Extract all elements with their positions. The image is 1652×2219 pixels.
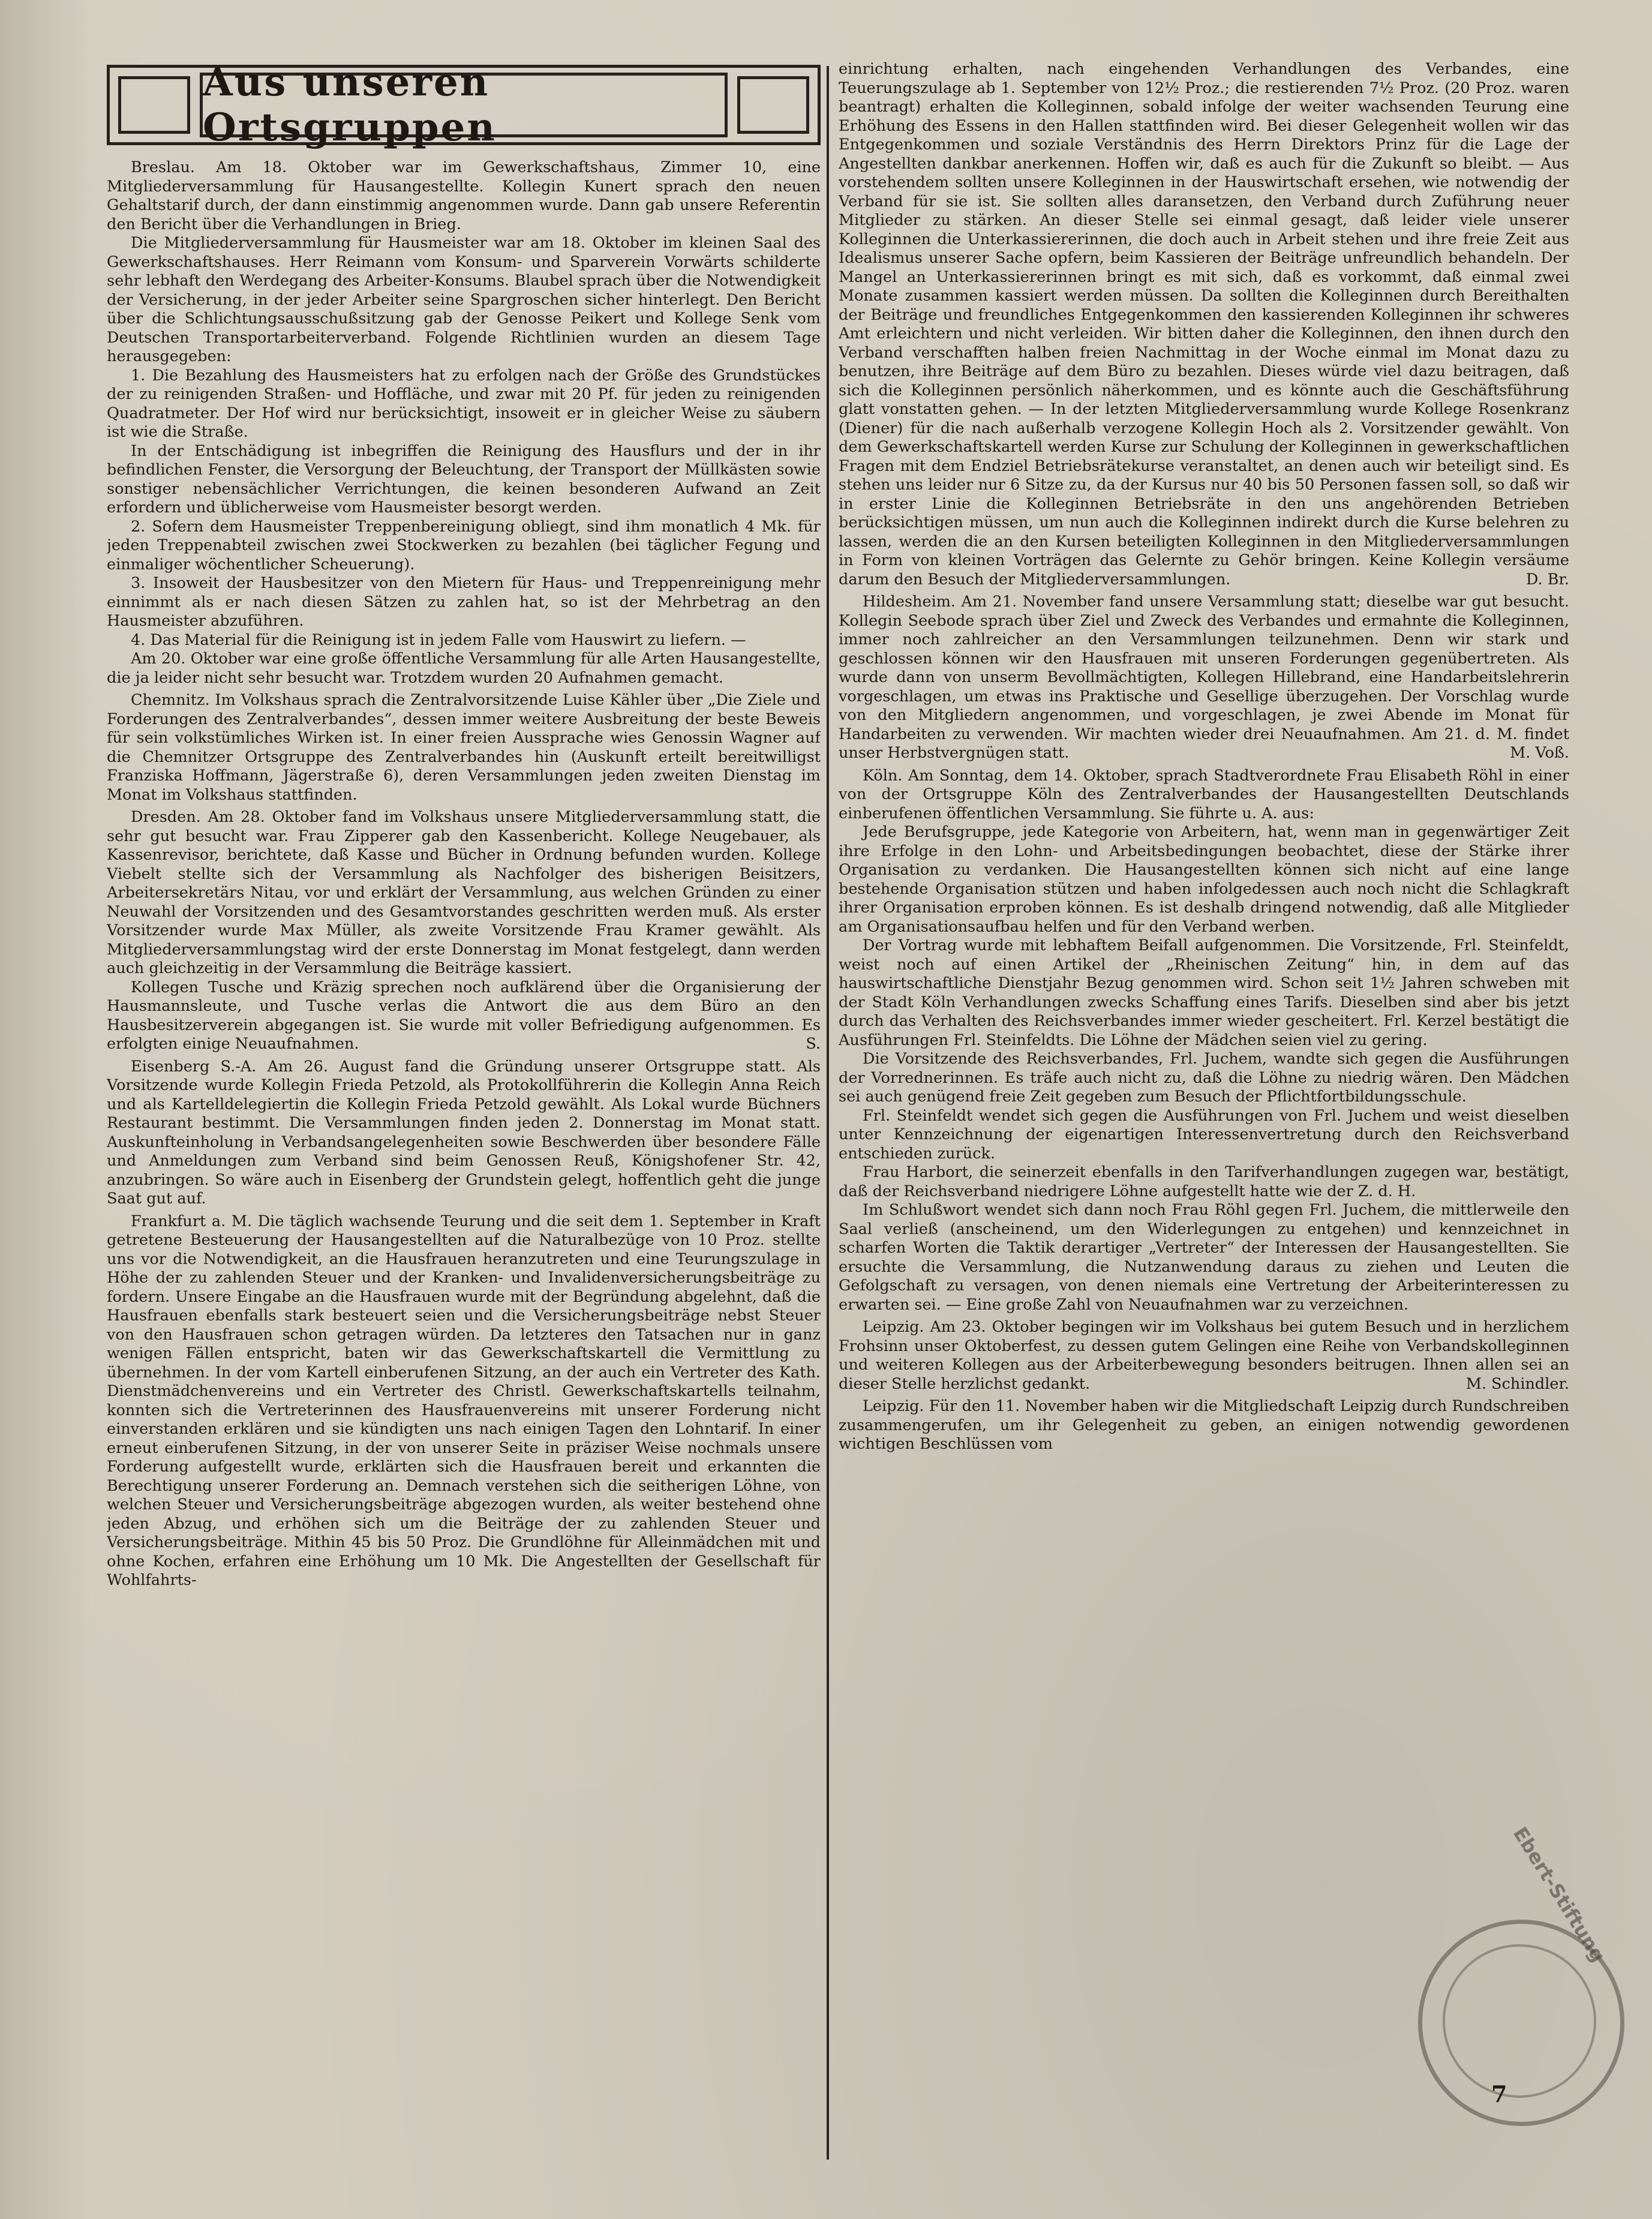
dresden-paragraph: Dresden. Am 28. Oktober fand im Volkshaus unsere Mitgliederversammlung statt, die sehr gut besucht war. Frau Zipperer gab den Kassenbericht. Kollege Neugebauer, als Kassenrevisor, berichtete, daß Kasse und Bücher in Ordnung befunden wurden. Kollege Viebelt stellte sich der Versammlung als Nachfolger des bisherigen Beisitzers, Arbeitersekretärs Nitau, vor und erklärt der Versammlung, aus welchen Gründen zu einer Neuwahl der Vorsitzenden und des Gesamtvorstandes geschritten werden muß. Als erster Vorsitzender wurde Max Müller, als zweite Vorsitzende Frau Kramer gewählt. Als Mitgliederversammlungstag wird der erste Donnerstag im Monat festgelegt, dann werden auch gleichzeitig in der Versammlung die Beiträge kassiert. (107, 808, 821, 977)
header-ornament-left (118, 76, 190, 134)
header-title-frame (200, 65, 728, 150)
report-leipzig-november: Leipzig. Für den 11. November haben wir die Mitgliedschaft Leipzig durch Rundschreiben zusammengerufen, um ihr Gelegenheit zu geben, an einigen notwendig gewordenen wichtigen Beschlüssen vom (839, 1397, 1569, 1453)
stamp-text: Ebert-Stiftung (1508, 1822, 1610, 1966)
frankfurt-continued (839, 60, 1569, 589)
breslau-paragraph: Breslau. Am 18. Oktober war im Gewerkschaftshaus, Zimmer 10, eine Mitgliederversammlung für Hausangestellte. Kollegin Kunert sprach den neuen Gehaltstarif durch, der dann einstimmig angenommen wurde. Dann gab unsere Referentin den Bericht über die Verhandlungen in Brieg. (107, 158, 821, 233)
breslau-paragraph: 1. Die Bezahlung des Hausmeisters hat zu erfolgen nach der Größe des Grundstückes der zu reinigenden Straßen- und Hoffläche, und zwar mit 20 Pf. für jeden zu reinigenden Quadratmeter. Der Hof wird nur berücksichtigt, insoweit er in gleicher Weise zu säubern ist wie die Straße. (107, 366, 821, 441)
page-number: 7 (1491, 2080, 1507, 2107)
breslau-paragraph: Am 20. Oktober war eine große öffentliche Versammlung für alle Arten Hausangestellte, die ja leider nicht sehr besucht war. Trotzdem wurden 20 Aufnahmen gemacht. (107, 650, 821, 687)
header-ornament-right (737, 76, 809, 134)
report-dresden (107, 808, 821, 1054)
report-hildesheim (839, 593, 1569, 763)
breslau-paragraph: Die Mitgliederversammlung für Hausmeister war am 18. Oktober im kleinen Saal des Gewerkschaftshauses. Herr Reimann vom Konsum- und Sparverein Vorwärts schilderte sehr lebhaft den Werdegang des Arbeiter-Konsums. Blaubel sprach über die Notwendigkeit der Versicherung, in der jeder Arbeiter seine Spargroschen sicher hinterlegt. Den Bericht über die Schlichtungsausschußsitzung gab der Genosse Peikert und Kollege Senk vom Deutschen Transportarbeiterverband. Folgende Richtlinien wurden an diesem Tage herausgegeben: (107, 234, 821, 365)
leipzig-oktoberfest-text: Leipzig. Am 23. Oktober begingen wir im Volkshaus bei gutem Besuch und in herzlichem Frohsinn unser Oktoberfest, zu dessen gutem Gelingen eine Reihe von Verbandskolleginnen und weiteren Kollegen aus der Arbeiterbewegung besonders beitrugen. Ihnen allen sei an dieser Stelle herzlichst gedankt. (839, 1318, 1569, 1393)
koeln-paragraph: Frl. Steinfeldt wendet sich gegen die Ausführungen von Frl. Juchem und weist dieselben unter Kennzeichnung der eigenartigen Interessenvertretung durch den Reichsverband entschieden zurück. (839, 1106, 1569, 1163)
dresden-signature: S. (806, 1035, 821, 1053)
koeln-paragraph: Im Schlußwort wendet sich dann noch Frau Röhl gegen Frl. Juchem, die mittlerweile den Saal verließ (anscheinend, um den Widerlegungen zu entgehen) und kennzeichnet in scharfen Worten die Taktik derartiger „Vertreter“ der Interessen der Hausangestellten. Sie ersuchte die Versammlung, die Nutzanwendung daraus zu ziehen und Leuten die Gefolgschaft zu versagen, von denen niemals eine Vertretung der Arbeiterinteressen zu erwarten sei. — Eine große Zahl von Neuaufnahmen war zu verzeichnen. (839, 1201, 1569, 1314)
left-column (107, 65, 821, 2164)
dresden-paragraph (107, 978, 821, 1054)
frankfurt-signature: D. Br. (1526, 570, 1569, 588)
section-header (107, 65, 821, 150)
page-edge-shadow (0, 0, 90, 2219)
leipzig-signature: M. Schindler. (1465, 1374, 1569, 1393)
report-chemnitz: Chemnitz. Im Volkshaus sprach die Zentralvorsitzende Luise Kähler über „Die Ziele und Forderungen des Zentralverbandes“, dessen immer weitere Ausbreitung der beste Beweis für sein volkstümliches Wirken ist. In einer freien Aussprache wies Genossin Wagner auf die Chemnitzer Ortsgruppe des Zentralverbandes hin (Auskunft erteilt bereitwilligst Franziska Hoffmann, Jägerstraße 6), deren Versammlungen jeden zweiten Dienstag im Monat im Volkshaus stattfinden. (107, 691, 821, 804)
column-rule (827, 66, 829, 2160)
frankfurt-continued-text: einrichtung erhalten, nach eingehenden Verhandlungen des Verbandes, eine Teuerungszulage ab 1. September von 12½ Proz.; die restierenden 7½ Proz. (20 Proz. waren beantragt) erhalten die Kolleginnen, sobald infolge der weiter wachsenden Teurung eine Erhöhung des Essens in den Hallen stattfinden wird. Bei dieser Gelegenheit wollen wir das Entgegenkommen und soziale Verständnis des Herrn Direktors Prinz für die Lage der Angestellten dankbar anerkennen. Hoffen wir, daß es auch für die Zukunft so bleibt. — Aus vorstehendem sollten unsere Kolleginnen in der Hauswirtschaft ersehen, wie notwendig der Verband für sie ist. Sie sollten alles daransetzen, den Verband durch Zuführung neuer Mitglieder zu stärken. An dieser Stelle sei einmal gesagt, daß leider viele unserer Kolleginnen die Unterkassiererinnen, die doch auch in Arbeit stehen und ihre freie Zeit aus Idealismus unserer Sache opfern, beim Kassieren der Beiträge unfreundlich behandeln. Der Mangel an Unterkassiererinnen bringt es mit sich, daß es vorkommt, daß einmal zwei Monate zusammen kassiert werden müssen. Da sollten die Kolleginnen durch Bereithalten der Beiträge und freundliches Entgegenkommen den kassierenden Kolleginnen ihr schweres Amt erleichtern und nicht verleiden. Wir bitten daher die Kolleginnen, den ihnen durch den Verband verschafften halben freien Nachmittag in der Woche einmal im Monat dazu zu benutzen, ihre Beiträge auf dem Büro zu bezahlen. Dieses würde viel dazu beitragen, daß sich die Kolleginnen persönlich näherkommen, und es könnte auch die Geschäftsführung glatt vonstatten gehen. — In der letzten Mitgliederversammlung wurde Kollege Rosenkranz (Diener) für die nach außerhalb verzogene Kollegin Hoch als 2. Vorsitzender gewählt. Von dem Gewerkschaftskartell werden Kurse zur Schulung der Kolleginnen in gewerkschaftlichen Fragen mit dem Endziel Betriebsrätekurse veranstaltet, an denen auch wir beteiligt sind. Es stehen uns leider nur 6 Sitze zu, da der Kursus nur 40 bis 50 Personen fassen soll, so daß wir in erster Linie die Kolleginnen Betriebsräte in den uns angehörenden Betrieben berücksichtigen müssen, um nun auch die Kolleginnen indirekt durch die Kurse belehren zu lassen, werden die an den Kursen beteiligten Kolleginnen in den Mitgliederversammlungen in Form von kleinen Vorträgen das Gelernte zu Gehör bringen. Keine Kollegin versäume darum den Besuch der Mitgliederversammlungen. (839, 60, 1569, 588)
section-title: Aus unseren Ortsgruppen (203, 65, 497, 150)
report-frankfurt: Frankfurt a. M. Die täglich wachsende Teurung und die seit dem 1. September in Kraft getretene Besteuerung der Hausangestellten auf die Naturalbezüge von 10 Proz. stellte uns vor die Notwendigkeit, an die Hausfrauen heranzutreten und eine Teurungszulage in Höhe der zu zahlenden Steuer und der Kranken- und Invalidenversicherungsbeiträge zu fordern. Unsere Eingabe an die Hausfrauen wurde mit der Begründung abgelehnt, daß die Hausfrauen ebenfalls stark besteuert seien und die Versicherungsbeiträge nebst Steuer von den Hausfrauen schon getragen würden. Da letzteres den Tatsachen nur in ganz wenigen Fällen entspricht, baten wir das Gewerkschaftskartell die Vermittlung zu übernehmen. In der vom Kartell einberufenen Sitzung, an der auch ein Vertreter des Kath. Dienstmädchenvereins und ein Vertreter des Christl. Gewerkschaftskartells teilnahm, konnten sich die Vertreterinnen des Hausfrauenvereins mit unserer Forderung nicht einverstanden erklären und sie kündigten uns nach einigen Tagen den Lohntarif. In einer erneut einberufenen Sitzung, in der von unserer Seite in präziser Weise nochmals unsere Forderung aufgestellt wurde, erklärten sich die Hausfrauen bereit und erkannten die Berechtigung unserer Forderung an. Demnach verstehen sich die seitherigen Löhne, von welchen Steuer und Versicherungsbeiträge abgezogen wurden, als weiter bestehend ohne jeden Abzug, und erhöhen sich um die Beiträge der zu zahlenden Steuer und Versicherungsbeiträge. Mithin 45 bis 50 Proz. Die Grundlöhne für Alleinmädchen mit und ohne Kochen, erfahren eine Erhöhung um 10 Mk. Die Angestellten der Gesellschaft für Wohlfahrts- (107, 1212, 821, 1589)
koeln-paragraph: Köln. Am Sonntag, dem 14. Oktober, sprach Stadtverordnete Frau Elisabeth Röhl in einer von der Ortsgruppe Köln des Zentralverbandes der Hausangestellten Deutschlands einberufenen öffentlichen Versammlung. Sie führte u. A. aus: (839, 766, 1569, 822)
koeln-paragraph: Die Vorsitzende des Reichsverbandes, Frl. Juchem, wandte sich gegen die Ausführungen der Vorrednerinnen. Es träfe auch nicht zu, daß die Löhne zu niedrig wären. Den Mädchen sei auch genügend freie Zeit gegeben zum Besuch der Pflichtfortbildungsschule. (839, 1050, 1569, 1106)
koeln-paragraph: Jede Berufsgruppe, jede Kategorie von Arbeitern, hat, wenn man in gegenwärtiger Zeit ihre Erfolge in den Lohn- und Arbeitsbedingungen beobachtet, diese der Stärke ihrer Organisation zu verdanken. Die Hausangestellten können sich nicht auf eine lange bestehende Organisation stützen und haben infolgedessen auch noch nicht die Schlagkraft ihrer Organisation erproben können. Es ist deshalb dringend notwendig, daß alle Mitglieder am Organisationsaufbau helfen und für den Verband werben. (839, 823, 1569, 936)
breslau-paragraph: 3. Insoweit der Hausbesitzer von den Mietern für Haus- und Treppenreinigung mehr einnimmt als er nach diesen Sätzen zu zahlen hat, so ist der Mehrbetrag an den Hausmeister abzuführen. (107, 574, 821, 630)
right-column (839, 60, 1569, 2172)
breslau-paragraph: 2. Sofern dem Hausmeister Treppenbereinigung obliegt, sind ihm monatlich 4 Mk. für jeden Treppenabteil zwischen zwei Stockwerken zu bezahlen (bei täglicher Fegung und einmaliger wöchentlicher Scheuerung). (107, 517, 821, 573)
report-koeln (839, 767, 1569, 1315)
breslau-paragraph: In der Entschädigung ist inbegriffen die Reinigung des Hausflurs und der in ihr befindlichen Fenster, die Versorgung der Beleuchtung, der Transport der Müllkästen sowie sonstiger nebensächlicher Verrichtungen, die keinen besonderen Aufwand an Zeit erfordern und üblicherweise vom Hausmeister besorgt werden. (107, 442, 821, 517)
report-eisenberg: Eisenberg S.-A. Am 26. August fand die Gründung unserer Ortsgruppe statt. Als Vorsitzende wurde Kollegin Frieda Petzold, als Protokollführerin die Kollegin Anna Reich und als Kartelldelegiertin die Kollegin Frieda Petzold gewählt. Als Lokal wurde Büchners Restaurant bestimmt. Die Versammlungen finden jeden 2. Donnerstag im Monat statt. Auskunfteinholung in Verbandsangelegenheiten sowie Beschwerden über besondere Fälle und Anmeldungen zum Verband sind beim Genossen Reuß, Königshofener Str. 42, anzubringen. So wäre auch in Eisenberg der Grundstein gelegt, hoffentlich geht die junge Saat gut auf. (107, 1057, 821, 1208)
koeln-paragraph: Der Vortrag wurde mit lebhaftem Beifall aufgenommen. Die Vorsitzende, Frl. Steinfeldt, weist noch auf einen Artikel der „Rheinischen Zeitung“ hin, in dem auf das hauswirtschaftliche Dienstjahr Bezug genommen wird. Schon seit 1½ Jahren schweben mit der Stadt Köln Verhandlungen zwecks Schaffung eines Tarifs. Dieselben sind aber bis jetzt durch das Verhalten des Reichsverbandes immer wieder gescheitert. Frl. Kerzel bestätigt die Ausführungen Frl. Steinfeldts. Die Löhne der Mädchen seien viel zu gering. (839, 936, 1569, 1049)
breslau-paragraph: 4. Das Material für die Reinigung ist in jedem Falle vom Hauswirt zu liefern. — (131, 630, 746, 649)
hildesheim-text: Hildesheim. Am 21. November fand unsere Versammlung statt; dieselbe war gut besucht. Kollegin Seebode sprach über Ziel und Zweck des Verbandes und ermahnte die Kolleginnen, immer noch zahlreicher an den Versammlungen teilzunehmen. Denn wir stark und geschlossen können wir den Hausfrauen mit unseren Forderungen gegenübertreten. Als wurde dann von unserm Bevollmächtigten, Kollegen Hillebrand, eine Handarbeitslehrerin vorgeschlagen, um etwas ins Praktische und Gesellige überzugehen. Der Vorschlag wurde von den Mitgliedern angenommen, und vorgeschlagen, je zwei Abende im Monat für Handarbeiten zu verwenden. Wir machten wieder drei Neuaufnahmen. Am 21. d. M. findet unser Herbstvergnügen statt. (839, 593, 1569, 762)
hildesheim-signature: M. Voß. (1510, 744, 1569, 762)
report-leipzig-oktoberfest (839, 1318, 1569, 1394)
dresden-text: Kollegen Tusche und Kräzig sprechen noch aufklärend über die Organisierung der Hausmannsleute, und Tusche verlas die Antwort die aus dem Büro an den Hausbesitzerverein abgegangen ist. Sie wurde mit voller Befriedigung aufgenommen. Es erfolgten einige Neuaufnahmen. (107, 978, 821, 1053)
koeln-paragraph: Frau Harbort, die seinerzeit ebenfalls in den Tarifverhandlungen zugegen war, bestätigt, daß der Reichsverband niedrigere Löhne aufgestellt hatte wie der Z. d. H. (839, 1163, 1569, 1200)
report-breslau (107, 158, 821, 687)
